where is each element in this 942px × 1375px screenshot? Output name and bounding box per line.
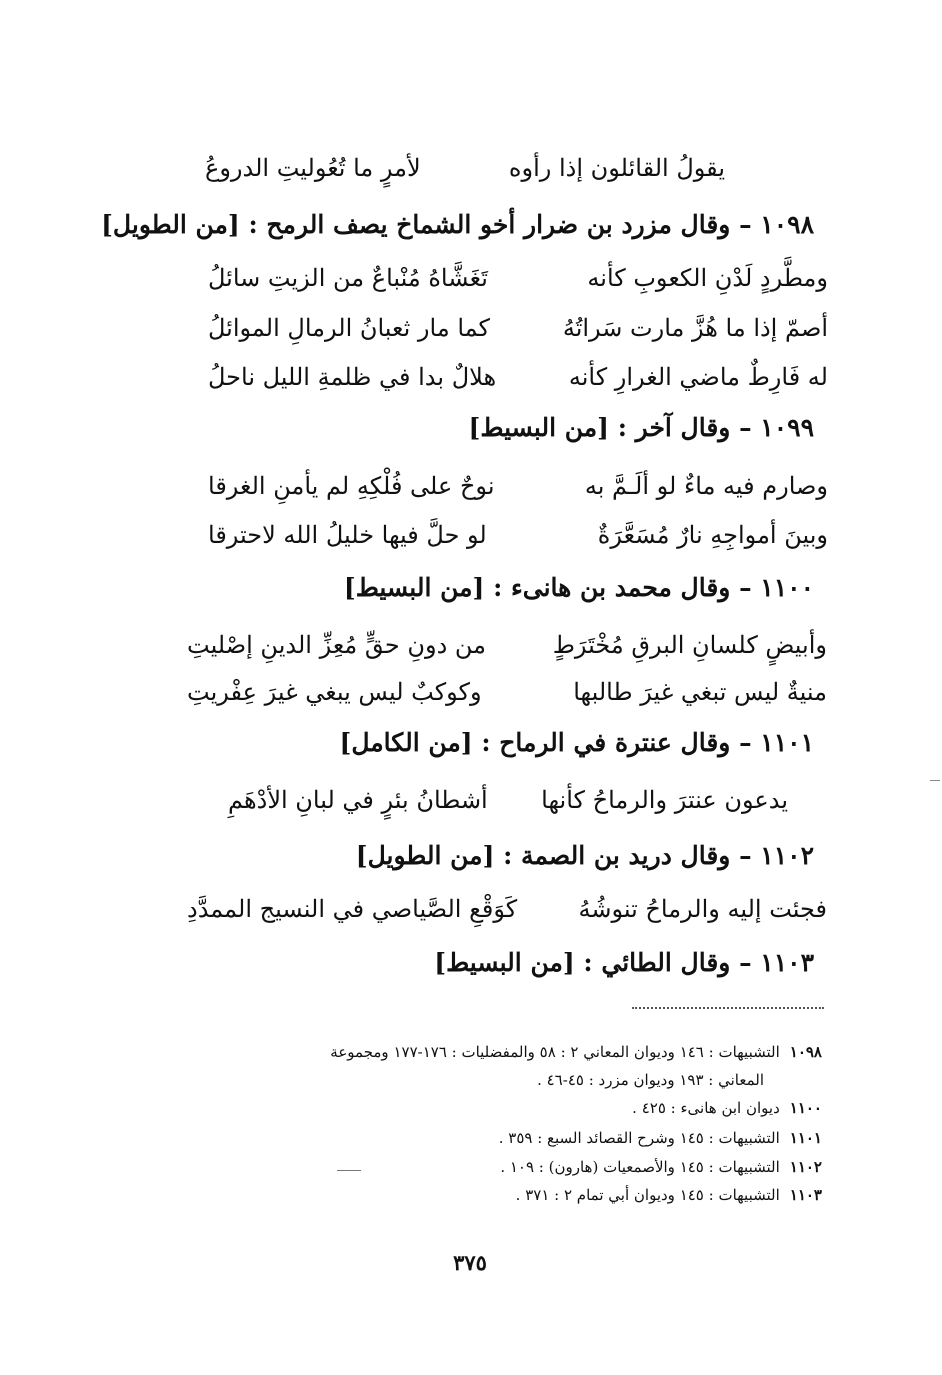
- meter-label: [من الطويل]: [101, 210, 240, 239]
- section-number: ١١٠٣: [760, 948, 814, 977]
- scan-mark: [930, 780, 940, 781]
- section-heading-text: وقال دريد بن الصمة :: [503, 841, 731, 870]
- footnote: [330, 1040, 822, 1064]
- footnote-text: التشبيهات : ١٤٥ والأصمعيات (هارون) : ١٠٩ .: [500, 1158, 780, 1176]
- section-heading: ١٠٩٨ – وقال مزرد بن ضرار أخو الشماخ يصف الرمح : [من الطويل]: [101, 210, 814, 239]
- footnote-text: التشبيهات : ١٤٦ وديوان المعاني ٢ : ٥٨ والمفضليات : ١٧٦-١٧٧ ومجموعة: [330, 1043, 780, 1061]
- verse: [205, 148, 725, 188]
- verse-first-hemistich: له فَارِطٌ ماضي الغرارِ كأنه: [568, 363, 828, 391]
- footnote-text: التشبيهات : ١٤٥ وشرح القصائد السبع : ٣٥٩ .: [498, 1129, 780, 1147]
- verse: [208, 258, 828, 298]
- verse-first-hemistich: فجئت إليه والرماحُ تنوشُهُ: [578, 895, 827, 923]
- section-number: ١٠٩٨: [760, 210, 814, 239]
- verse-second-hemistich: أشطانُ بئرٍ في لبانِ الأدْهَمِ: [228, 786, 488, 814]
- section-heading: ١١٠٠ – وقال محمد بن هانىء : [من البسيط]: [343, 573, 814, 602]
- verse-second-hemistich: وكوكبٌ ليس يبغي غيرَ عِفْريتِ: [187, 678, 482, 706]
- section-number: ١١٠٠: [760, 573, 814, 602]
- footnote-continuation: [537, 1068, 764, 1092]
- meter-label: [من الطويل]: [355, 841, 495, 870]
- footnote: [632, 1096, 822, 1120]
- scan-mark: [337, 1170, 361, 1171]
- verse: [187, 672, 827, 712]
- verse-second-hemistich: كَوَقْعِ الصَّياصي في النسيج الممدَّدِ: [187, 895, 518, 923]
- verse: [208, 308, 828, 348]
- footnote-text: المعاني : ١٩٣ وديوان مزرد : ٤٥-٤٦ .: [537, 1071, 764, 1089]
- footnote-text: التشبيهات : ١٤٥ وديوان أبي تمام ٢ : ٣٧١ .: [515, 1186, 780, 1204]
- section-heading: ١٠٩٩ – وقال آخر : [من البسيط]: [468, 413, 814, 442]
- verse-first-hemistich: يدعون عنترَ والرماحُ كأنها: [541, 786, 788, 814]
- footnote: [516, 1183, 822, 1207]
- section-heading-text: وقال آخر :: [617, 413, 731, 442]
- footnote: [500, 1155, 822, 1179]
- footnote-text: ديوان ابن هانىء : ٤٢٥ .: [632, 1099, 780, 1117]
- footnote-number: ١١٠٠: [789, 1099, 822, 1117]
- section-heading: ١١٠٣ – وقال الطائي : [من البسيط]: [434, 948, 814, 977]
- footnote-number: ١٠٩٨: [789, 1043, 822, 1061]
- footnote-number: ١١٠١: [789, 1129, 822, 1147]
- section-number: ١٠٩٩: [760, 413, 814, 442]
- meter-label: [من الكامل]: [339, 728, 473, 757]
- verse-second-hemistich: نوحٌ على فُلْكِهِ لم يأمنِ الغرقا: [208, 472, 495, 500]
- verse-second-hemistich: تَغَشَّاهُ مُنْباعٌ من الزيتِ سائلُ: [208, 264, 488, 292]
- section-heading-text: وقال الطائي :: [583, 948, 731, 977]
- verse-first-hemistich: وبينَ أمواجِهِ نارٌ مُسَعَّرَةٌ: [597, 521, 828, 549]
- footnote: [499, 1126, 822, 1150]
- section-number: ١١٠١: [760, 728, 814, 757]
- meter-label: [من البسيط]: [468, 413, 609, 442]
- verse-first-hemistich: وصارم فيه ماءٌ لو ألَـمَّ به: [584, 472, 828, 500]
- verse: [208, 466, 828, 506]
- verse-second-hemistich: كما مار ثعبانُ الرمالِ الموائلُ: [208, 314, 490, 342]
- section-heading: ١١٠١ – وقال عنترة في الرماح : [من الكامل]: [339, 728, 814, 757]
- verse: [208, 515, 828, 555]
- footnote-separator: [632, 1007, 824, 1009]
- meter-label: [من البسيط]: [434, 948, 575, 977]
- section-number: ١١٠٢: [760, 841, 814, 870]
- verse-first-hemistich: وأبيضٍ كلسانِ البرقِ مُخْتَرَطٍ: [552, 631, 827, 659]
- verse-first-hemistich: منيةٌ ليس تبغي غيرَ طالبها: [573, 678, 827, 706]
- verse-first-hemistich: أصمّ إذا ما هُزَّ مارت سَراتُهُ: [562, 314, 828, 342]
- verse: [228, 780, 788, 820]
- footnote-number: ١١٠٣: [789, 1186, 822, 1204]
- verse-second-hemistich: من دونِ حقٍّ مُعِزِّ الدينِ إصْليتِ: [187, 631, 487, 659]
- meter-label: [من البسيط]: [343, 573, 485, 602]
- section-heading-text: وقال مزرد بن ضرار أخو الشماخ يصف الرمح :: [248, 210, 731, 239]
- verse: [187, 889, 827, 929]
- section-heading-text: وقال محمد بن هانىء :: [493, 573, 731, 602]
- verse-first-hemistich: يقولُ القائلون إذا رأوه: [508, 154, 725, 182]
- verse: [187, 625, 827, 665]
- verse-first-hemistich: ومطَّردٍ لَدْنِ الكعوبِ كأنه: [587, 264, 828, 292]
- footnote-number: ١١٠٢: [789, 1158, 822, 1176]
- verse-second-hemistich: لو حلَّ فيها خليلُ الله لاحترقا: [208, 521, 487, 549]
- verse-second-hemistich: هلالٌ بدا في ظلمةِ الليل ناحلُ: [208, 363, 497, 391]
- section-heading-text: وقال عنترة في الرماح :: [481, 728, 731, 757]
- section-heading: ١١٠٢ – وقال دريد بن الصمة : [من الطويل]: [355, 841, 814, 870]
- verse: [208, 357, 828, 397]
- page-number: ٣٧٥: [453, 1250, 487, 1275]
- verse-second-hemistich: لأمرٍ ما تُعُوليتِ الدروعُ: [205, 154, 421, 182]
